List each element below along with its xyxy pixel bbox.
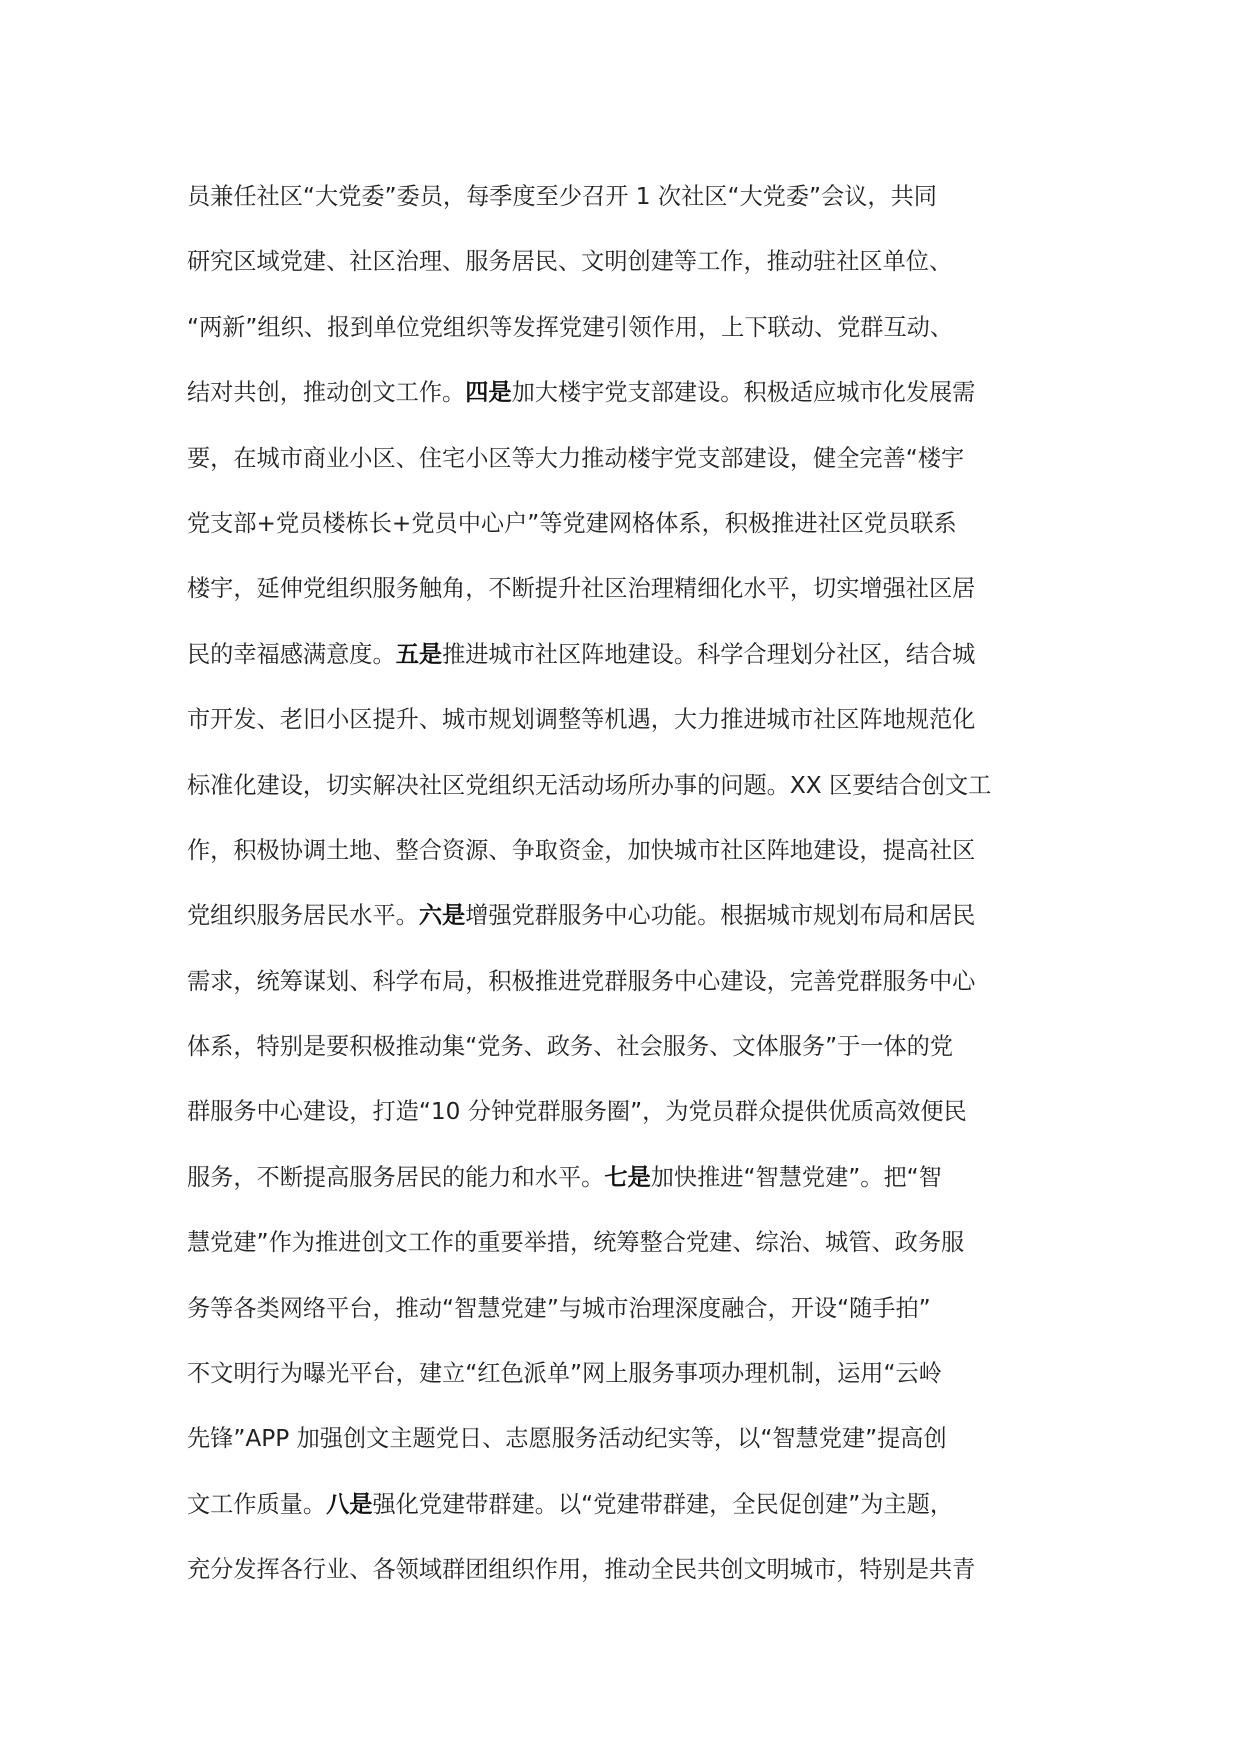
text-segment: 市开发、老旧小区提升、城市规划调整等机遇，大力推进城市社区阵地规范化 [187, 706, 976, 734]
text-segment: 民的幸福感满意度。 [187, 640, 396, 668]
emphasis-label: 四是 [465, 379, 512, 407]
text-line [187, 1484, 1057, 1549]
text-line [187, 895, 1057, 960]
text-segment: 标准化建设，切实解决社区党组织无活动场所办事的问题。XX 区要结合创文工 [187, 771, 992, 799]
text-segment: 增强党群服务中心功能。根据城市规划布局和居民 [465, 902, 976, 930]
text-segment: 结对共创，推动创文工作。 [187, 379, 466, 407]
text-line [187, 765, 1057, 830]
text-segment: 党组织服务居民水平。 [187, 902, 419, 930]
text-line [187, 503, 1057, 568]
text-segment: 加大楼宇党支部建设。积极适应城市化发展需 [511, 379, 976, 407]
text-line [187, 1157, 1057, 1222]
text-segment: 群服务中心建设，打造“10 分钟党群服务圈”，为党员群众提供优质高效便民 [187, 1098, 967, 1126]
text-line [187, 241, 1057, 306]
text-segment: “两新”组织、报到单位党组织等发挥党建引领作用，上下联动、党群互动、 [187, 313, 954, 341]
text-segment: 楼宇，延伸党组织服务触角，不断提升社区治理精细化水平，切实增强社区居 [187, 575, 976, 603]
text-segment: 员兼任社区“大党委”委员，每季度至少召开 1 次社区“大党委”会议，共同 [187, 183, 937, 210]
text-line [187, 1418, 1057, 1483]
text-line [187, 176, 1057, 241]
emphasis-label: 七是 [604, 1163, 651, 1191]
text-segment: 文工作质量。 [187, 1490, 327, 1518]
text-segment: 服务，不断提高服务居民的能力和水平。 [187, 1163, 605, 1191]
text-line [187, 1222, 1057, 1287]
text-segment: 不文明行为曝光平台，建立“红色派单”网上服务事项办理机制，运用“云岭 [187, 1360, 942, 1388]
text-line [187, 1026, 1057, 1091]
text-segment: 推进城市社区阵地建设。科学合理划分社区，结合城 [442, 640, 976, 668]
text-line [187, 1549, 1057, 1614]
text-segment: 体系，特别是要积极推动集“党务、政务、社会服务、文体服务”于一体的党 [187, 1033, 954, 1061]
text-line [187, 634, 1057, 699]
text-line [187, 1288, 1057, 1353]
document-body [187, 176, 1057, 1615]
emphasis-label: 八是 [326, 1490, 373, 1518]
text-line [187, 699, 1057, 764]
text-segment: 先锋”APP 加强创文主题党日、志愿服务活动纪实等，以“智慧党建”提高创 [187, 1425, 947, 1453]
text-line [187, 568, 1057, 633]
text-line [187, 1091, 1057, 1156]
text-segment: 作，积极协调土地、整合资源、争取资金，加快城市社区阵地建设，提高社区 [187, 836, 976, 864]
text-segment: 需求，统筹谋划、科学布局，积极推进党群服务中心建设，完善党群服务中心 [187, 967, 976, 995]
text-line [187, 372, 1057, 437]
emphasis-label: 六是 [418, 902, 466, 930]
text-line [187, 438, 1057, 503]
emphasis-label: 五是 [395, 640, 443, 668]
text-segment: 党支部+党员楼栋长+党员中心户”等党建网格体系，积极推进社区党员联系 [187, 509, 957, 537]
text-segment: 务等各类网络平台，推动“智慧党建”与城市治理深度融合，开设“随手拍” [187, 1294, 931, 1322]
text-line [187, 1353, 1057, 1418]
text-segment: 研究区域党建、社区治理、服务居民、文明创建等工作，推动驻社区单位、 [187, 248, 953, 276]
text-segment: 慧党建”作为推进创文工作的重要举措，统筹整合党建、综治、城管、政务服 [187, 1229, 965, 1257]
text-segment: 强化党建带群建。以“党建带群建，全民促创建”为主题， [372, 1490, 954, 1518]
text-segment: 充分发挥各行业、各领域群团组织作用，推动全民共创文明城市，特别是共青 [187, 1556, 976, 1584]
text-line [187, 307, 1057, 372]
text-line [187, 830, 1057, 895]
text-segment: 要，在城市商业小区、住宅小区等大力推动楼宇党支部建设，健全完善“楼宇 [187, 444, 965, 472]
text-line [187, 961, 1057, 1026]
text-segment: 加快推进“智慧党建”。把“智 [650, 1163, 942, 1191]
